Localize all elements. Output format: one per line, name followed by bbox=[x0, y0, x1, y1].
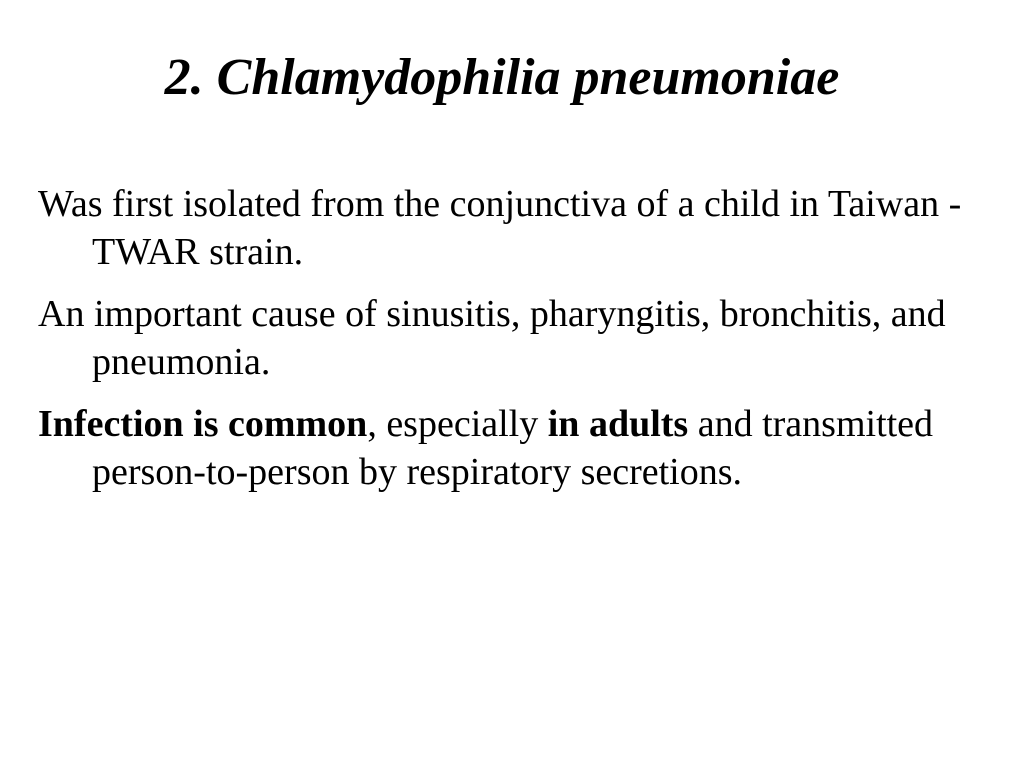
paragraph-isolation: Was first isolated from the conjunctiva of a child in Taiwan - TWAR strain. bbox=[38, 183, 962, 273]
infection-text-2: and transmitted person-to-person by respiratory secretions. bbox=[92, 403, 934, 493]
infection-common-bold: Infection is common bbox=[38, 403, 368, 445]
infection-text-1: , especially bbox=[367, 403, 548, 445]
slide-body bbox=[38, 180, 998, 510]
paragraph-cause: An important cause of sinusitis, pharyngitis, bronchitis, and pneumonia. bbox=[38, 293, 946, 383]
paragraph-infection bbox=[38, 400, 998, 496]
in-adults-bold: in adults bbox=[547, 403, 689, 445]
slide-title: 2. Chlamydophilia pneumoniae bbox=[164, 49, 840, 106]
